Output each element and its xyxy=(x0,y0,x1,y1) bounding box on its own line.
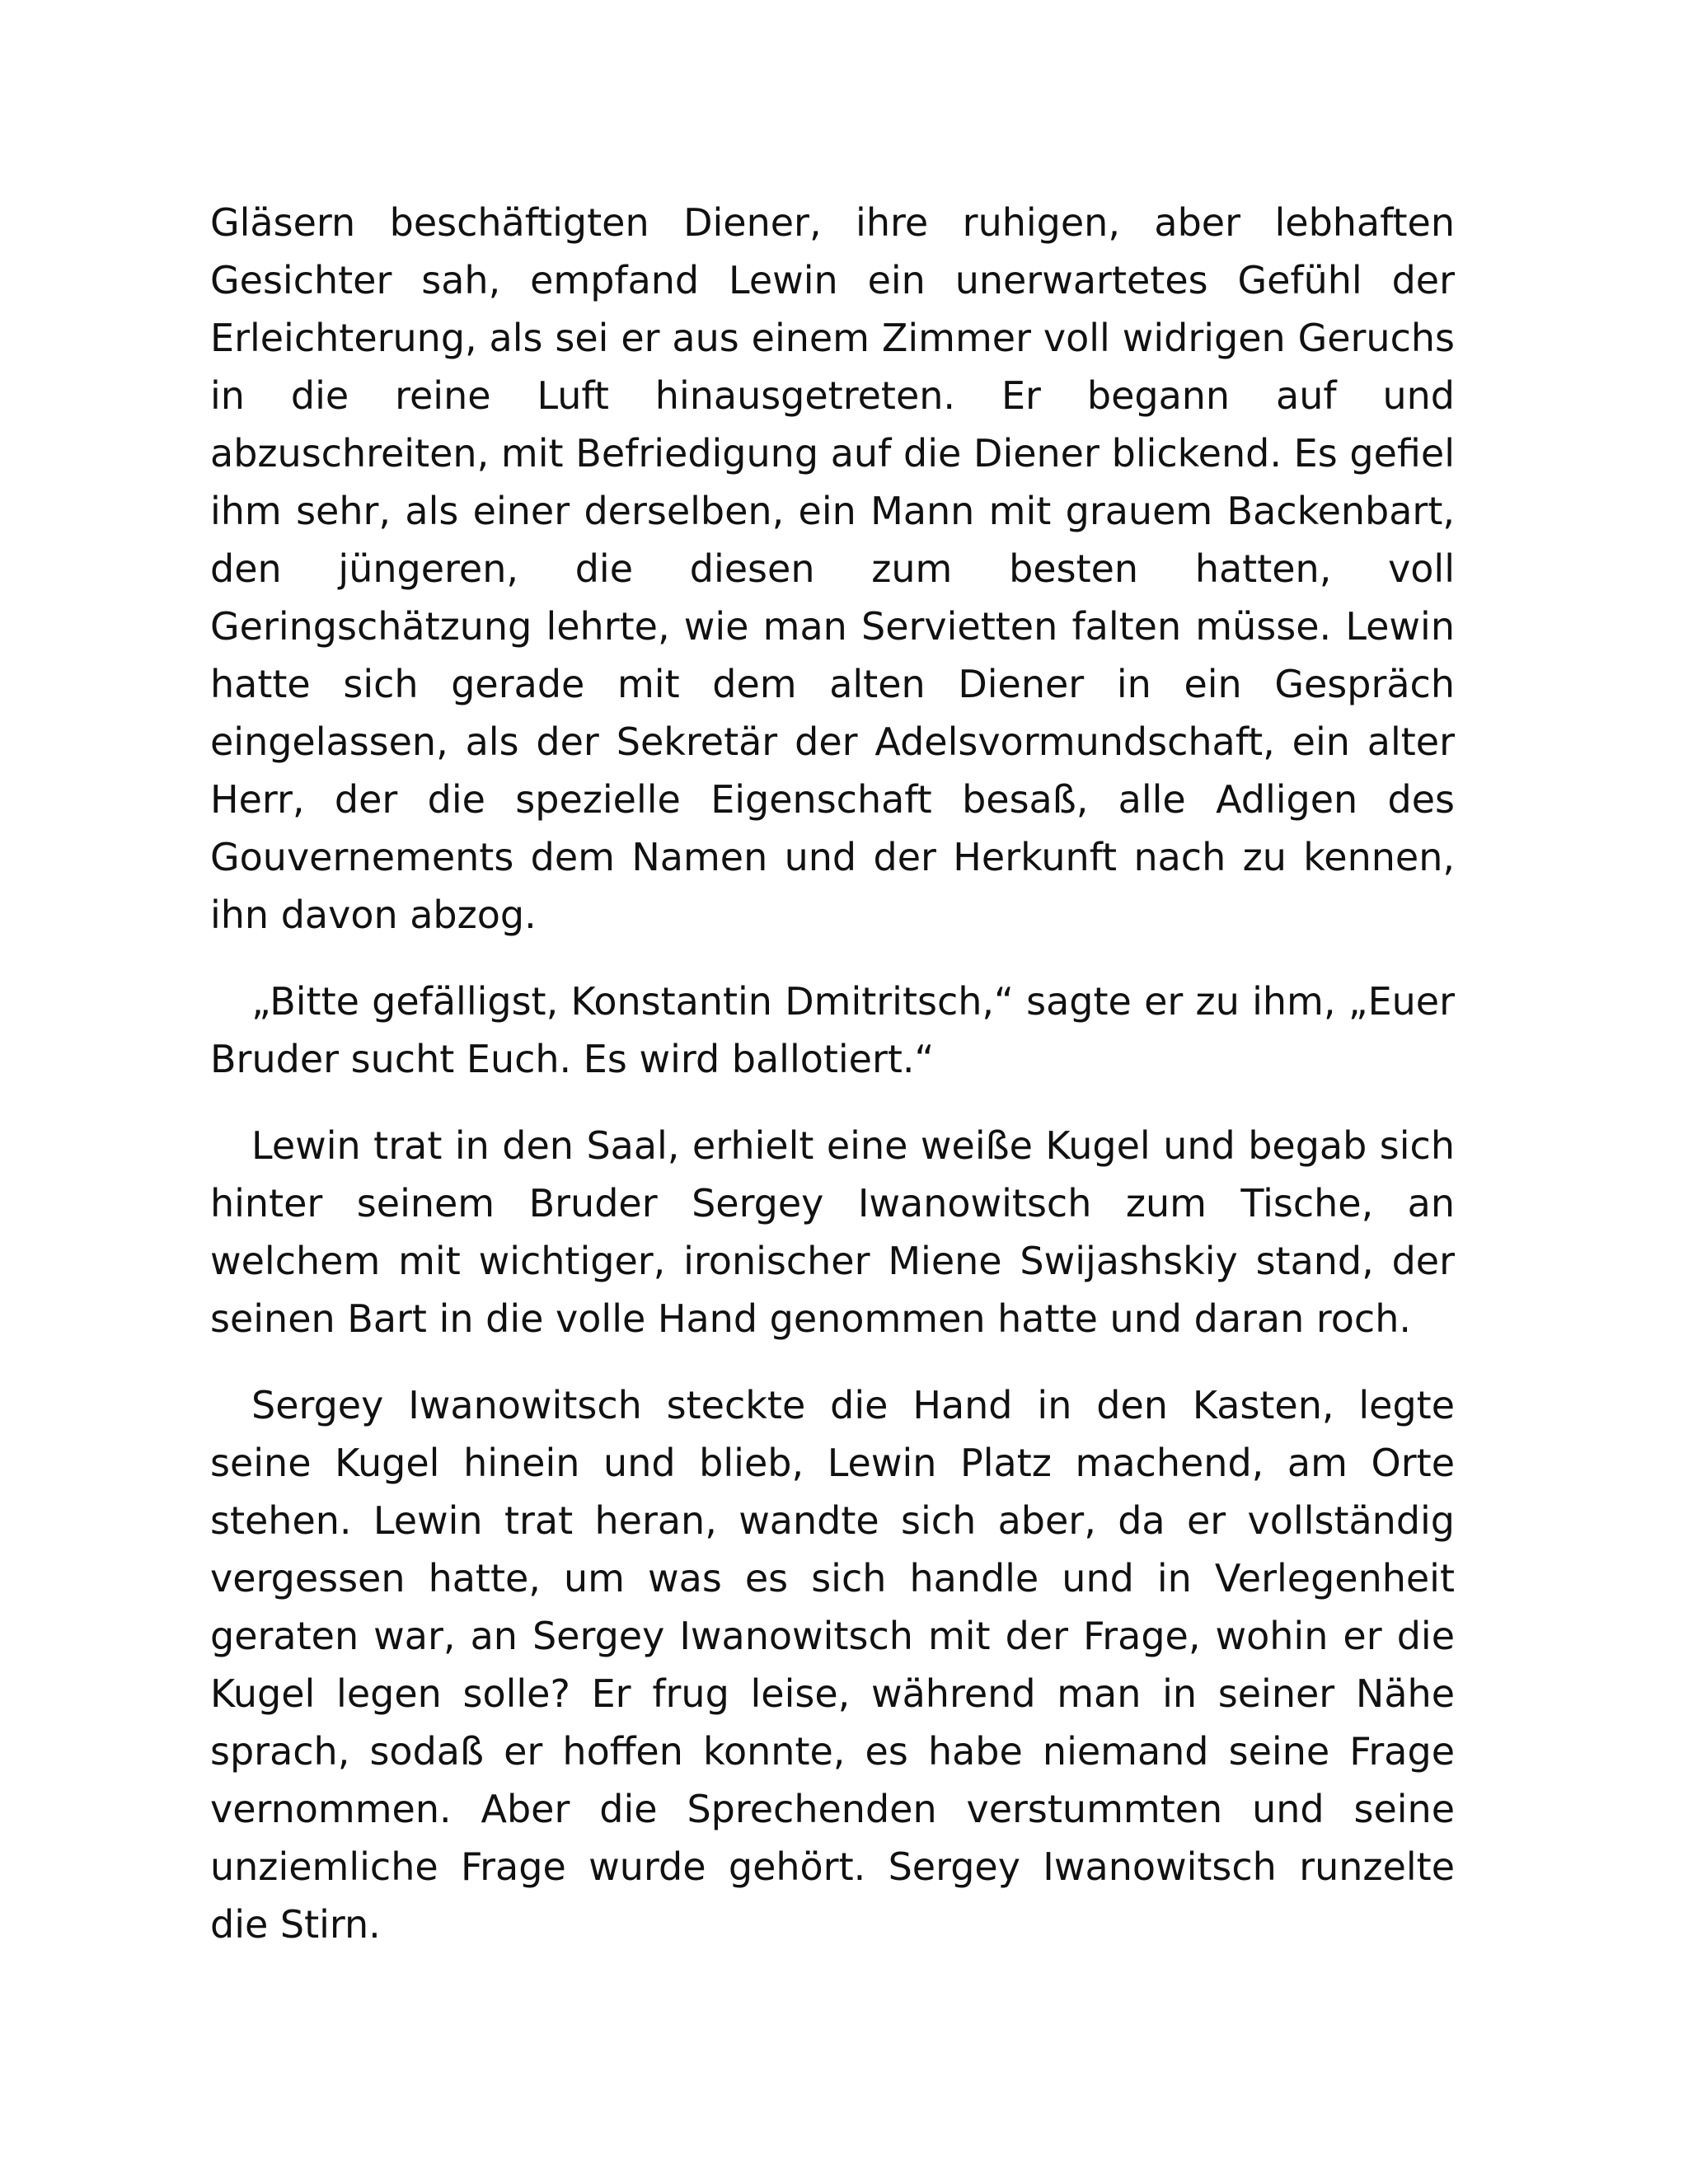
document-page xyxy=(210,194,1455,1982)
paragraph-3: Lewin trat in den Saal, erhielt eine weiße Kugel und begab sich hinter seinem Bruder Sergey Iwanowitsch zum Tische, an welchem mit wichtiger, ironischer Miene Swijashskiy stand, der seinen Bart in die volle Hand genommen hatte und daran roch. xyxy=(210,1123,1455,1341)
paragraph-1: Gläsern beschäftigten Diener, ihre ruhigen, aber lebhaften Gesichter sah, empfand Lewin ein unerwartetes Gefühl der Erleichterung, als sei er aus einem Zimmer voll widrigen Geruchs in die reine Luft hinausgetreten. Er begann auf und abzuschreiten, mit Befriedigung auf die Diener blickend. Es gefiel ihm sehr, als einer derselben, ein Mann mit grauem Backenbart, den jüngeren, die diesen zum besten hatten, voll Geringschätzung lehrte, wie man Servietten falten müsse. Lewin hatte sich gerade mit dem alten Diener in ein Gespräch eingelassen, als der Sekretär der Adelsvormundschaft, ein alter Herr, der die spezielle Eigenschaft besaß, alle Adligen des Gouvernements dem Namen und der Herkunft nach zu kennen, ihn davon abzog. xyxy=(210,200,1455,937)
paragraph-4: Sergey Iwanowitsch steckte die Hand in den Kasten, legte seine Kugel hinein und blieb, Lewin Platz machend, am Orte stehen. Lewin trat heran, wandte sich aber, da er vollständig vergessen hatte, um was es sich handle und in Verlegenheit geraten war, an Sergey Iwanowitsch mit der Frage, wohin er die Kugel legen solle? Er frug leise, während man in seiner Nähe sprach, sodaß er hoffen konnte, es habe niemand seine Frage vernommen. Aber die Sprechenden verstummten und seine unziemliche Frage wurde gehört. Sergey Iwanowitsch runzelte die Stirn. xyxy=(210,1383,1455,1947)
paragraph-2: „Bitte gefälligst, Konstantin Dmitritsch,“ sagte er zu ihm, „Euer Bruder sucht Euch. Es wird ballotiert.“ xyxy=(210,979,1455,1081)
